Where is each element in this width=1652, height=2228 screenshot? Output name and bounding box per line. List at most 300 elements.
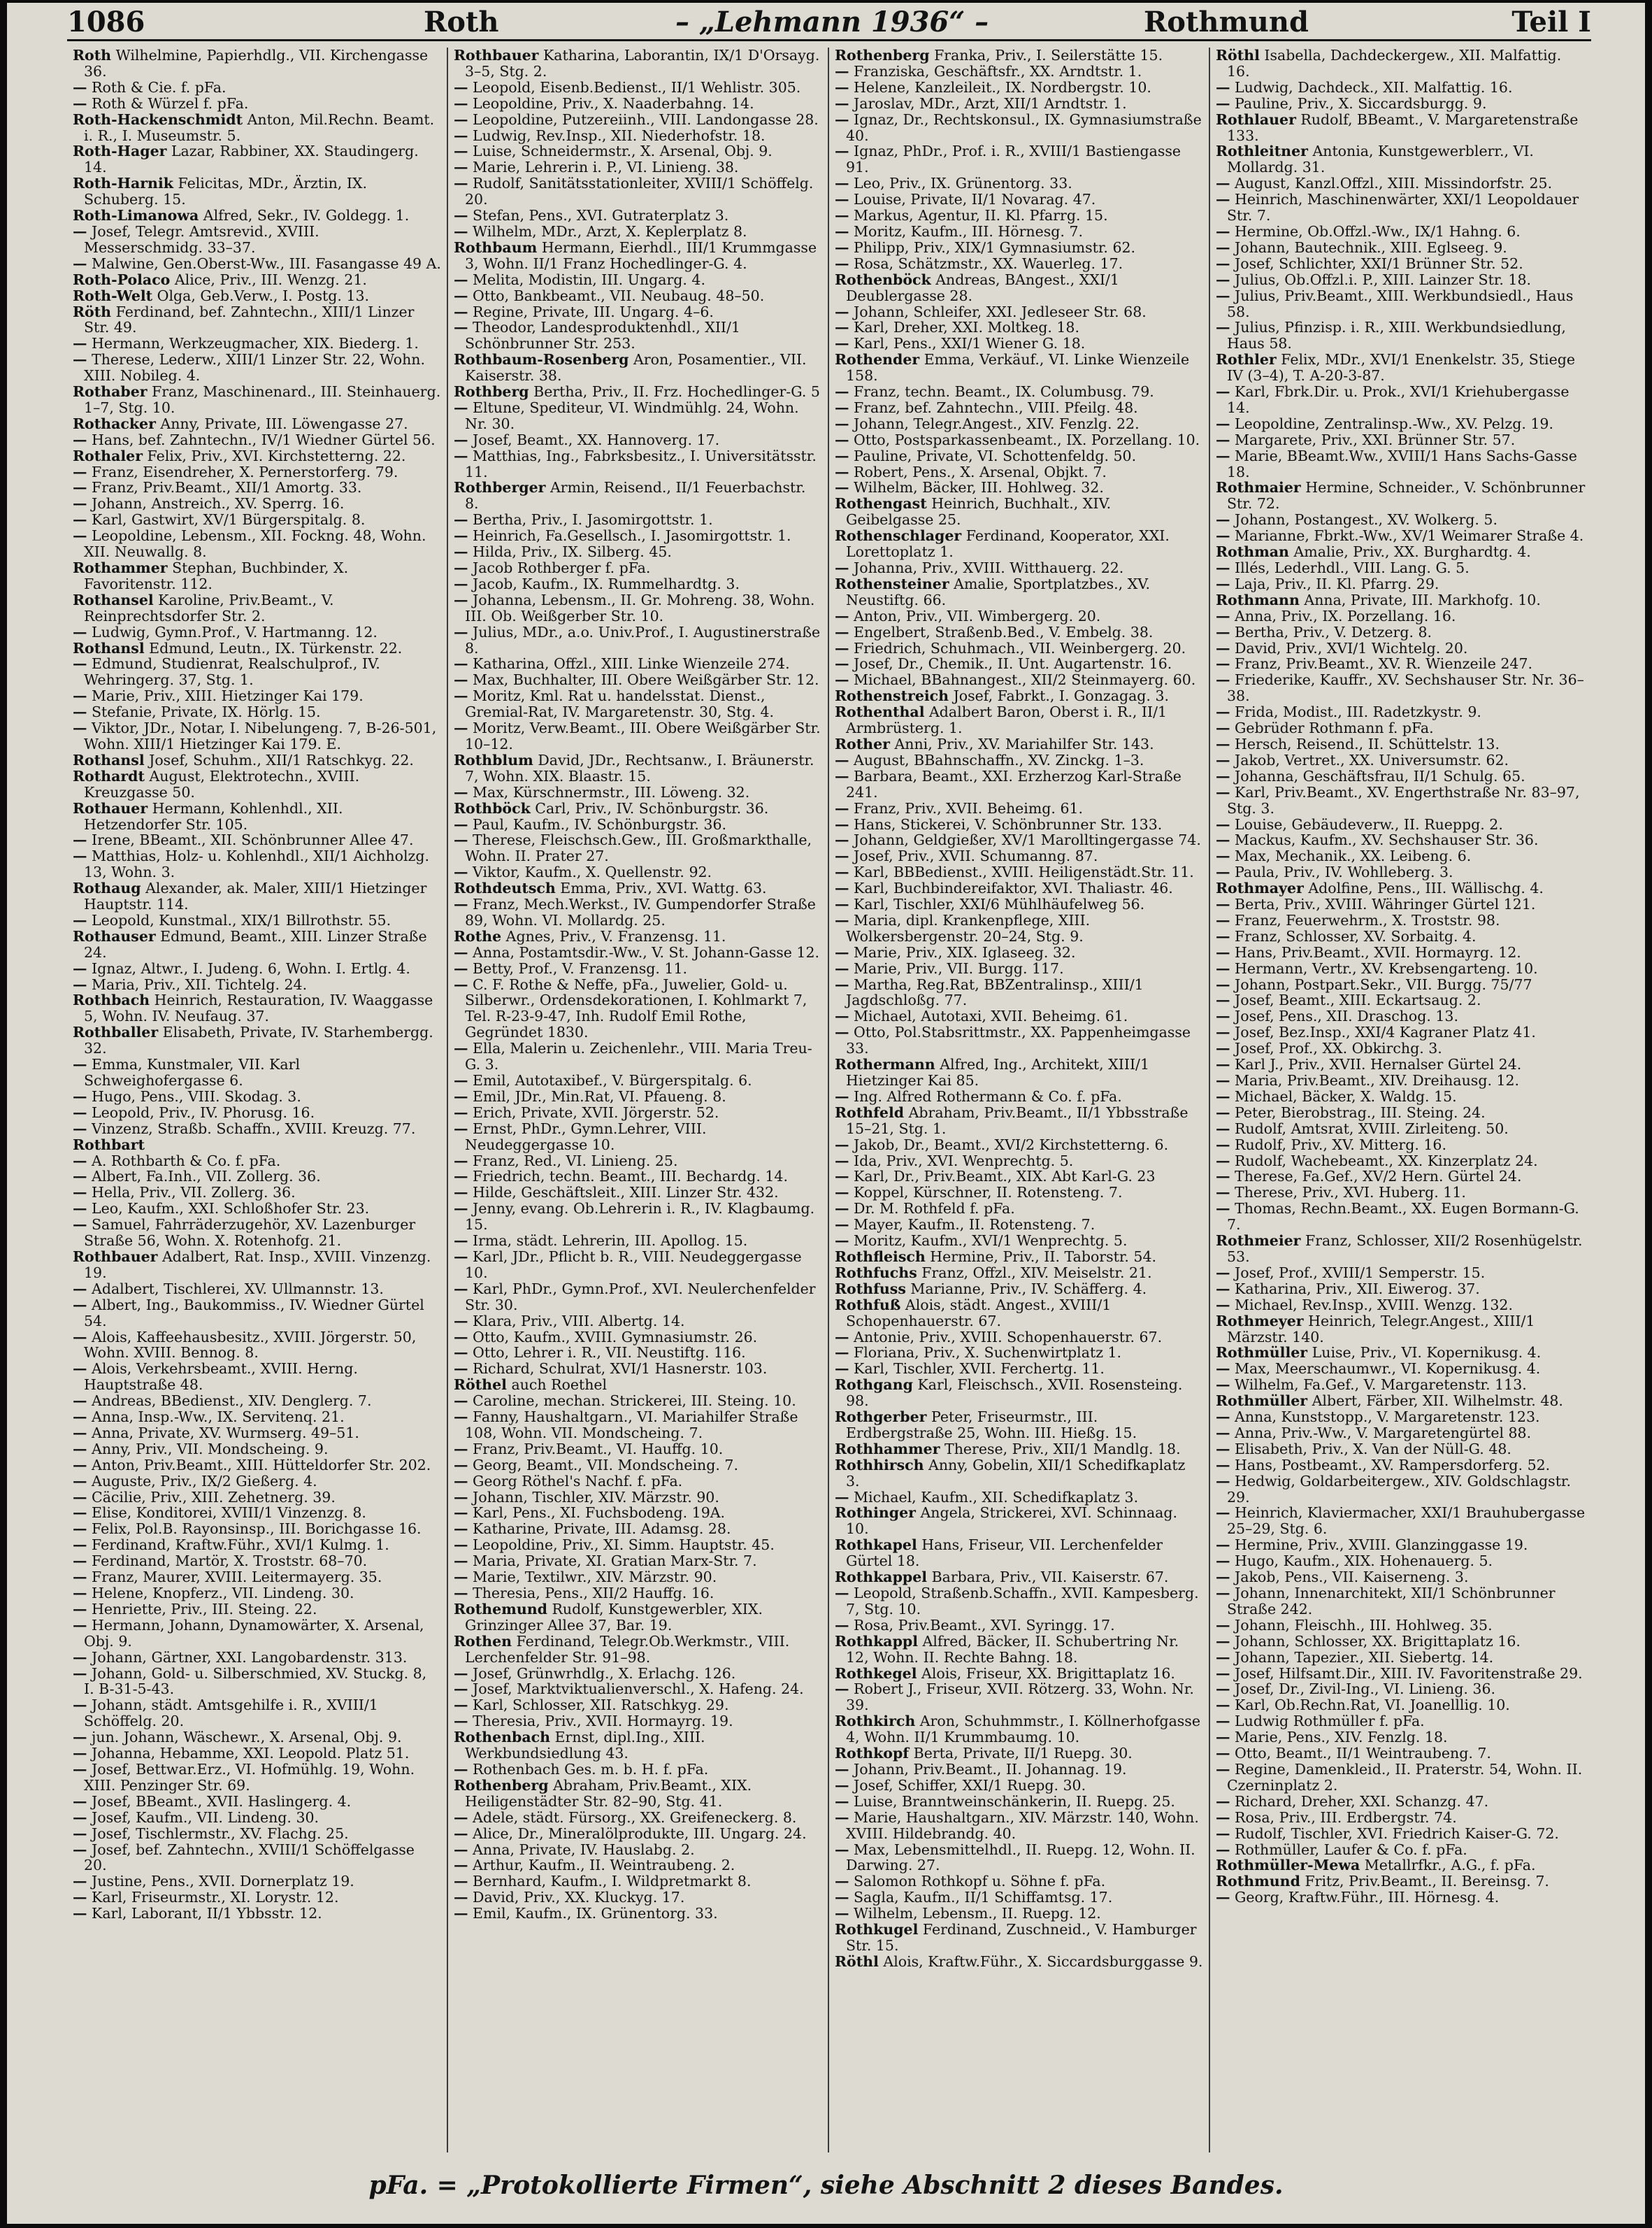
entry-details: Therese, Priv., XII/1 Mandlg. 18. [940, 1440, 1181, 1457]
entry-details: Max, Buchhalter, III. Obere Weißgärber Str. 12. [468, 671, 819, 689]
directory-entry [1216, 1393, 1586, 1409]
entry-surname: Roth-Harnik [73, 175, 173, 192]
entry-surname: — [835, 1200, 849, 1217]
directory-entry [73, 1024, 441, 1057]
entry-details: Moritz, Kaufm., III. Hörnesg. 7. [849, 222, 1084, 240]
entry-details: Albert, Färber, XII. Wilhelmstr. 48. [1307, 1392, 1563, 1410]
entry-surname: Rothfuß [835, 1296, 901, 1313]
directory-entry [454, 512, 822, 528]
entry-surname: Rothengast [835, 495, 927, 513]
entry-surname: — [835, 110, 849, 128]
directory-entry [835, 1169, 1203, 1185]
directory-entry [835, 1762, 1203, 1778]
directory-entry [835, 1666, 1203, 1682]
entry-details: Anna, Postamtsdir.-Ww., V. St. Johann-Gasse 12. [468, 943, 820, 961]
directory-entry [1216, 1585, 1586, 1618]
entry-details: Josef, Dr., Chemik., II. Unt. Augartenstr. 16. [849, 655, 1172, 673]
entry-surname: — [1216, 848, 1230, 865]
directory-entry [835, 400, 1203, 416]
entry-surname: — [73, 255, 87, 272]
entry-details: Margarete, Priv., XXI. Brünner Str. 57. [1230, 431, 1516, 448]
entry-details: Adalbert, Tischlerei, XV. Ullmannstr. 13. [87, 1280, 384, 1297]
entry-details: Franz, Priv.Beamt., XV. R. Wienzeile 247. [1230, 655, 1533, 673]
directory-entry [454, 208, 822, 224]
directory-entry [454, 480, 822, 512]
entry-surname: — [73, 831, 87, 849]
entry-details: Luise, Branntweinschänkerin, II. Ruepg. 25. [849, 1792, 1175, 1810]
entry-details: Fanny, Haushaltgarn., VI. Mariahilfer Straße 108, Wohn. VII. Mondscheing. 7. [465, 1408, 798, 1441]
directory-entry [454, 832, 822, 864]
entry-surname: — [1216, 976, 1230, 993]
directory-entry [835, 864, 1203, 880]
directory-entry [73, 752, 441, 769]
entry-details: Anni, Priv., XV. Mariahilfer Str. 143. [889, 735, 1154, 752]
entry-details: Rudolf, Wachebeamt., XX. Kinzerplatz 24. [1230, 1152, 1538, 1169]
directory-entry [454, 1713, 822, 1729]
directory-entry [454, 1666, 822, 1682]
directory-entry [1216, 1857, 1586, 1873]
directory-entry [835, 1713, 1203, 1745]
entry-details: Katharina, Offzl., XIII. Linke Wienzeile 274. [468, 655, 790, 673]
entry-details: Johann, Bautechnik., XIII. Eglseeg. 9. [1230, 238, 1507, 256]
directory-entry [835, 1873, 1203, 1890]
entry-details: Adele, städt. Fürsorg., XX. Greifeneckerg. 8. [468, 1808, 797, 1826]
entry-surname: Rothleitner [1216, 143, 1308, 160]
directory-entry [835, 336, 1203, 352]
entry-details: Irene, BBeamt., XII. Schönbrunner Allee 47. [87, 831, 414, 849]
directory-entry [73, 1217, 441, 1249]
entry-details: Theresia, Pens., XII/2 Hauffg. 16. [468, 1585, 714, 1601]
entry-details: Marianne, Fbrkt.-Ww., XV/1 Weimarer Straße 4. [1230, 527, 1584, 545]
entry-surname: — [454, 1472, 468, 1490]
directory-entry [835, 1249, 1203, 1265]
entry-surname: — [1216, 1792, 1230, 1810]
entry-details: Leopold, Kunstmal., XIX/1 Billrothstr. 55. [87, 911, 392, 929]
directory-entry [73, 496, 441, 512]
entry-surname: — [73, 1328, 87, 1345]
entry-details: Melita, Modistin, III. Ungarg. 4. [468, 271, 705, 288]
entry-surname: — [454, 1328, 468, 1345]
directory-entry [1216, 1794, 1586, 1810]
entry-surname: — [835, 655, 849, 673]
directory-entry [454, 1521, 822, 1537]
entry-details: Leopold, Straßenb.Schaffn., XVII. Kampesberg. 7, Stg. 10. [846, 1585, 1199, 1618]
directory-entry [454, 112, 822, 128]
entry-details: Josef, Fabrkt., I. Gonzagag. 3. [949, 687, 1169, 705]
entry-surname: — [454, 110, 468, 128]
entry-details: Marie, Haushaltgarn., XIV. Märzstr. 140, Wohn. XVIII. Hildebrandg. 40. [846, 1808, 1199, 1842]
entry-surname: Rothberg [454, 383, 529, 401]
entry-surname: Rothe [454, 927, 502, 945]
entry-details: Wilhelmine, Papierhdlg., VII. Kirchengasse 36. [84, 48, 429, 80]
entry-details: Carl, Priv., IV. Schönburgstr. 36. [530, 799, 769, 817]
entry-details: Leo, Kaufm., XXI. Schloßhofer Str. 23. [87, 1200, 370, 1217]
entry-surname: — [73, 1569, 87, 1586]
entry-details: Edmund, Studienrat, Realschulprof., IV. Wehringerg. 37, Stg. 1. [84, 655, 380, 689]
entry-surname: — [454, 559, 468, 576]
entry-surname: Rothkirch [835, 1713, 916, 1730]
entry-surname: Rothmeyer [1216, 1312, 1304, 1329]
entry-details: Marie, Priv., VII. Burgg. 117. [849, 959, 1064, 977]
entry-surname: — [454, 1824, 468, 1842]
entry-surname: — [835, 1808, 849, 1826]
entry-surname: — [835, 751, 849, 769]
entry-details: Karl, Pens., XXI/1 Wiener G. 18. [849, 335, 1086, 352]
entry-details: Viktor, JDr., Notar, I. Nibelungeng. 7, B-26-501, Wohn. XIII/1 Hietzinger Kai 179. E. [84, 720, 437, 752]
entry-surname: — [73, 911, 87, 929]
entry-details: Karl, JDr., Pflicht b. R., VIII. Neudeggergasse 10. [465, 1248, 802, 1281]
directory-entry [454, 1345, 822, 1361]
entry-surname: — [835, 767, 849, 785]
directory-entry [835, 1329, 1203, 1345]
entry-surname: Rothermann [835, 1056, 935, 1073]
entry-surname: Rothardt [73, 767, 145, 785]
entry-details: Paula, Priv., IV. Wohlleberg. 3. [1230, 864, 1453, 881]
entry-surname: — [454, 1184, 468, 1201]
entry-surname: — [1216, 864, 1230, 881]
entry-surname: Rothmaier [1216, 479, 1301, 497]
entry-surname: — [454, 623, 468, 641]
entry-surname: — [454, 943, 468, 961]
entry-details: Irma, städt. Lehrerin, III. Apollog. 15. [468, 1232, 748, 1250]
entry-surname: Rothblum [454, 751, 533, 769]
directory-entry [835, 1490, 1203, 1506]
entry-surname: — [835, 1184, 849, 1201]
entry-surname: — [73, 1697, 87, 1714]
directory-entry [835, 880, 1203, 897]
directory-entry [1216, 1153, 1586, 1169]
entry-surname: — [1216, 1841, 1230, 1858]
entry-surname: Roth-Hager [73, 143, 167, 160]
entry-surname: — [454, 655, 468, 673]
directory-entry [454, 1810, 822, 1826]
directory-entry [1216, 832, 1586, 848]
entry-details: Helene, Kanzleileit., IX. Nordbergstr. 10. [849, 78, 1151, 96]
entry-surname: — [835, 639, 849, 657]
entry-surname: — [454, 1504, 468, 1522]
directory-entry [1216, 1473, 1586, 1506]
entry-surname: — [1216, 1760, 1230, 1778]
part-label: Teil I [1511, 6, 1591, 38]
directory-entry [1216, 1441, 1586, 1457]
directory-entry [454, 720, 822, 752]
entry-surname: — [835, 175, 849, 192]
entry-surname: — [73, 687, 87, 705]
directory-entry [835, 224, 1203, 240]
entry-details: Michael, Kaufm., XII. Schedifkaplatz 3. [849, 1488, 1139, 1506]
entry-surname: — [835, 1905, 849, 1922]
directory-entry [835, 769, 1203, 801]
entry-details: Rudolf, Amtsrat, XVIII. Zirleiteng. 50. [1230, 1120, 1509, 1137]
entry-surname: — [1216, 671, 1230, 689]
entry-surname: — [454, 447, 468, 464]
entry-details: Hermine, Priv., II. Taborstr. 54. [925, 1248, 1157, 1265]
entry-surname: Rothbach [73, 992, 150, 1009]
entry-surname: — [454, 94, 468, 112]
entry-details: Ferdinand, Martör, X. Troststr. 68–70. [87, 1552, 368, 1570]
directory-entry [835, 1954, 1203, 1970]
entry-surname: — [835, 1488, 849, 1506]
entry-surname: — [454, 831, 468, 849]
directory-entry [835, 1537, 1203, 1569]
directory-entry [835, 801, 1203, 817]
directory-entry [73, 1153, 441, 1169]
directory-entry [835, 832, 1203, 848]
entry-surname: — [835, 1152, 849, 1169]
entry-details: Heinrich, Klaviermacher, XXI/1 Brauhubergasse 25–29, Stg. 6. [1227, 1504, 1586, 1538]
entry-surname: — [73, 351, 87, 369]
entry-surname: — [454, 687, 468, 705]
entry-surname: — [454, 1488, 468, 1506]
directory-entry [454, 1041, 822, 1073]
entry-surname: — [73, 1360, 87, 1378]
entry-details: Heinrich, Telegr.Angest., XIII/1 Märzstr. 140. [1227, 1312, 1535, 1345]
entry-surname: — [1216, 238, 1230, 256]
entry-surname: — [1216, 1008, 1230, 1025]
directory-entry [835, 1217, 1203, 1233]
entry-details: Leopoldine, Priv., XI. Simm. Hauptstr. 45. [468, 1536, 775, 1554]
entry-details: Johann, Gärtner, XXI. Langobardenstr. 313. [87, 1648, 408, 1666]
entry-details: Rothenbach Ges. m. b. H. f. pFa. [468, 1760, 709, 1778]
entry-surname: — [835, 1344, 849, 1362]
directory-entry [835, 1618, 1203, 1634]
entry-details: Hermann, Johann, Dynamowärter, X. Arsenal, Obj. 9. [84, 1616, 424, 1650]
entry-surname: — [73, 94, 87, 112]
directory-entry [1216, 1041, 1586, 1057]
entry-surname: Rothfeld [835, 1104, 905, 1121]
entry-surname: — [835, 864, 849, 881]
entry-surname: — [73, 1392, 87, 1410]
entry-details: Therese, Fleischsch.Gew., III. Großmarkthalle, Wohn. II. Prater 27. [465, 831, 812, 865]
directory-entry [454, 1906, 822, 1922]
entry-surname: — [835, 335, 849, 352]
entry-details: Regine, Private, III. Ungarg. 4–6. [468, 303, 714, 320]
directory-entry [835, 1233, 1203, 1249]
directory-entry [73, 512, 441, 528]
directory-entry [835, 688, 1203, 704]
entry-surname: — [73, 1472, 87, 1490]
entry-details: Josef, Grünwrhdlg., X. Erlachg. 126. [468, 1664, 736, 1682]
directory-entry [835, 1345, 1203, 1361]
entry-details: Wilhelm, MDr., Arzt, X. Keplerplatz 8. [468, 222, 747, 240]
entry-details: Thomas, Rechn.Beamt., XX. Eugen Bormann-G. 7. [1227, 1200, 1579, 1234]
entry-details: Rudolf, Sanitätsstationleiter, XVIII/1 Schöffelg. 20. [465, 175, 814, 208]
entry-details: Hermine, Ob.Offzl.-Ww., IX/1 Hahng. 6. [1230, 222, 1521, 240]
entry-details: Floriana, Priv., X. Suchenwirtplatz 1. [849, 1344, 1122, 1362]
entry-surname: — [454, 1456, 468, 1473]
entry-details: Ludwig, Rev.Insp., XII. Niederhofstr. 18. [468, 127, 766, 144]
entry-details: Josef, Bez.Insp., XXI/4 Kagraner Platz 41. [1230, 1024, 1536, 1041]
directory-entry [835, 416, 1203, 432]
entry-details: Hersch, Reisend., II. Schüttelstr. 13. [1230, 735, 1500, 752]
entry-details: Josef, Schlichter, XXI/1 Brünner Str. 52. [1230, 255, 1523, 272]
entry-surname: — [454, 543, 468, 561]
directory-entry [835, 1105, 1203, 1137]
entry-details: Justine, Pens., XVII. Dornerplatz 19. [87, 1873, 354, 1890]
entry-surname: — [835, 607, 849, 624]
entry-details: Alois, Kaffeehausbesitz., XVIII. Jörgerstr. 50, Wohn. XVIII. Bennog. 8. [84, 1328, 417, 1362]
entry-surname: — [1216, 191, 1230, 208]
entry-surname: — [1216, 1072, 1230, 1089]
directory-entry [454, 96, 822, 112]
entry-details: Julius, Priv.Beamt., XIII. Werkbundsiedl., Haus 58. [1227, 287, 1574, 320]
entry-surname: Rothammer [73, 559, 168, 576]
entry-surname: — [454, 222, 468, 240]
entry-surname: Roth-Limanowa [73, 207, 199, 224]
entry-surname: — [1216, 1184, 1230, 1201]
entry-surname: — [835, 1873, 849, 1890]
entry-surname: Rothenthal [835, 704, 925, 721]
entry-details: Alois, städt. Angest., XVIII/1 Schopenhauerstr. 67. [846, 1296, 1112, 1329]
directory-entry [454, 143, 822, 159]
entry-details: Bernhard, Kaufm., I. Wildpretmarkt 8. [468, 1873, 752, 1890]
entry-details: Karl, Fbrk.Dir. u. Prok., XVI/1 Kriehubergasse 14. [1227, 383, 1570, 416]
entry-surname: — [73, 1808, 87, 1826]
entry-surname: — [454, 1312, 468, 1329]
footer-note: pFa. = „Protokollierte Firmen“, siehe Abschnitt 2 dieses Bandes. [368, 2171, 1284, 2200]
directory-entry [73, 1121, 441, 1137]
entry-details: Felix, MDr., XVI/1 Enenkelstr. 35, Stiege IV (3–4), T. A-20-3-87. [1227, 351, 1575, 385]
directory-entry [835, 608, 1203, 624]
entry-surname: — [73, 704, 87, 721]
directory-entry [73, 288, 441, 304]
directory-entry [73, 848, 441, 880]
entry-surname: — [73, 1824, 87, 1842]
entry-surname: — [1216, 1264, 1230, 1281]
directory-entry [454, 1313, 822, 1329]
directory-entry [1216, 176, 1586, 192]
entry-details: Johann, Geldgießer, XV/1 Marolltingergasse 74. [849, 831, 1201, 849]
entry-details: Antonie, Priv., XVIII. Schopenhauerstr. 67. [849, 1328, 1163, 1345]
directory-entry [454, 1490, 822, 1506]
directory-entry [835, 192, 1203, 208]
directory-columns [67, 48, 1591, 2152]
directory-entry [1216, 1089, 1586, 1105]
entry-details: Koppel, Kürschner, II. Rotensteng. 7. [849, 1184, 1123, 1201]
entry-details: Karl, Laborant, II/1 Ybbsstr. 12. [87, 1905, 322, 1922]
directory-entry [1216, 448, 1586, 480]
entry-details: Friedrich, techn. Beamt., III. Bechardg. 14. [468, 1168, 788, 1185]
directory-entry [73, 1137, 441, 1153]
directory-entry [835, 448, 1203, 464]
entry-surname: — [73, 431, 87, 448]
entry-details: Samuel, Fahrräderzugehör, XV. Lazenburger Straße 56, Wohn. X. Rotenhofg. 21. [84, 1216, 416, 1250]
directory-entry [454, 1729, 822, 1762]
entry-surname: Roth-Polaco [73, 271, 171, 288]
entry-surname: — [1216, 431, 1230, 448]
entry-surname: — [454, 1857, 468, 1874]
entry-details: Therese, Fa.Gef., XV/2 Hern. Gürtel 24. [1230, 1168, 1522, 1185]
entry-details: Josef, Prof., XVIII/1 Semperstr. 15. [1230, 1264, 1486, 1281]
entry-surname: Rothkugel [835, 1921, 919, 1938]
directory-entry [1216, 1105, 1586, 1121]
entry-details: Josef, Pens., XII. Draschog. 13. [1230, 1008, 1458, 1025]
entry-details: Johann, Innenarchitekt, XII/1 Schönbrunner Straße 242. [1227, 1585, 1556, 1618]
entry-surname: — [1216, 1472, 1230, 1490]
entry-surname: Rothmayer [1216, 880, 1304, 897]
directory-entry [454, 1441, 822, 1457]
entry-surname: — [835, 959, 849, 977]
directory-entry [73, 624, 441, 641]
entry-details: Berta, Private, II/1 Ruepg. 30. [909, 1745, 1133, 1762]
entry-details: Klara, Priv., VIII. Albertg. 14. [468, 1312, 685, 1329]
directory-entry [73, 384, 441, 416]
entry-details: Jaroslav, MDr., Arzt, XII/1 Arndtstr. 1. [849, 94, 1127, 112]
entry-details: Friederike, Kauffr., XV. Sechshauser Str. Nr. 36–38. [1227, 671, 1584, 705]
directory-entry [1216, 480, 1586, 512]
directory-entry [835, 112, 1203, 144]
entry-details: Marie, Pens., XIV. Fenzlg. 18. [1230, 1729, 1448, 1746]
directory-entry [73, 1393, 441, 1409]
entry-surname: — [1216, 1680, 1230, 1698]
entry-surname: Rothgerber [835, 1408, 927, 1426]
entry-surname: — [454, 976, 468, 993]
entry-surname: — [835, 383, 849, 401]
entry-surname: — [835, 911, 849, 929]
entry-surname: Rothhirsch [835, 1456, 924, 1473]
entry-surname: — [1216, 1360, 1230, 1378]
entry-details: Johann, städt. Amtsgehilfe i. R., XVIII/1 Schöffelg. 20. [84, 1697, 378, 1730]
directory-entry [835, 656, 1203, 672]
entry-surname: — [73, 1168, 87, 1185]
entry-surname: — [1216, 527, 1230, 545]
directory-entry [454, 1185, 822, 1201]
directory-entry [1216, 320, 1586, 352]
directory-entry [1216, 913, 1586, 929]
entry-surname: Rothkegel [835, 1664, 917, 1682]
entry-details: Friedrich, Schuhmach., VII. Weinbergerg. 20. [849, 639, 1186, 657]
entry-details: David, Priv., XVI/1 Wichtelg. 20. [1230, 639, 1468, 657]
directory-entry [73, 528, 441, 560]
entry-details: Johann, Gold- u. Silberschmied, XV. Stuckg. 8, I. B-31-5-43. [84, 1664, 427, 1698]
directory-entry [1216, 1361, 1586, 1377]
entry-details: Max, Meerschaumwr., VI. Kopernikusg. 4. [1230, 1360, 1541, 1378]
entry-surname: — [454, 1168, 468, 1185]
directory-entry [1216, 1201, 1586, 1233]
entry-surname: Rothmund [1216, 1873, 1300, 1890]
entry-details: Ferdinand, Zuschneid., V. Hamburger Str. 15. [846, 1921, 1197, 1954]
entry-details: Franz, bef. Zahntechn., VIII. Pfeilg. 48. [849, 399, 1138, 416]
page-header [67, 6, 1591, 41]
entry-surname: — [454, 1392, 468, 1410]
entry-surname: — [454, 720, 468, 737]
entry-surname: Rothman [1216, 543, 1289, 561]
entry-details: Johanna, Lebensm., II. Gr. Mohreng. 38, Wohn. III. Ob. Weißgerber Str. 10. [465, 591, 815, 624]
directory-entry [73, 96, 441, 112]
entry-details: David, Priv., XX. Kluckyg. 17. [468, 1889, 685, 1906]
entry-surname: — [1216, 1104, 1230, 1121]
entry-surname: — [454, 896, 468, 913]
entry-details: Rudolf, BBeamt., V. Margaretenstraße 133. [1227, 110, 1579, 144]
directory-entry [835, 1457, 1203, 1490]
entry-details: Leopoldine, Putzereiinh., VIII. Landongasse 28. [468, 110, 819, 128]
entry-surname: — [73, 655, 87, 673]
entry-surname: Rothdeutsch [454, 880, 556, 897]
entry-details: Felix, Pol.B. Rayonsinsp., III. Borichgasse 16. [87, 1520, 422, 1538]
entry-surname: — [454, 1585, 468, 1601]
entry-surname: — [1216, 1456, 1230, 1473]
directory-entry [1216, 752, 1586, 769]
directory-entry [73, 1185, 441, 1201]
entry-surname: — [835, 255, 849, 272]
directory-entry [73, 1569, 441, 1585]
entry-details: Felicitas, MDr., Ärztin, IX. Schuberg. 15. [84, 175, 368, 208]
entry-surname: — [835, 303, 849, 320]
entry-surname: — [1216, 896, 1230, 913]
entry-surname: — [73, 1200, 87, 1217]
directory-entry [454, 1233, 822, 1249]
directory-entry [1216, 544, 1586, 560]
